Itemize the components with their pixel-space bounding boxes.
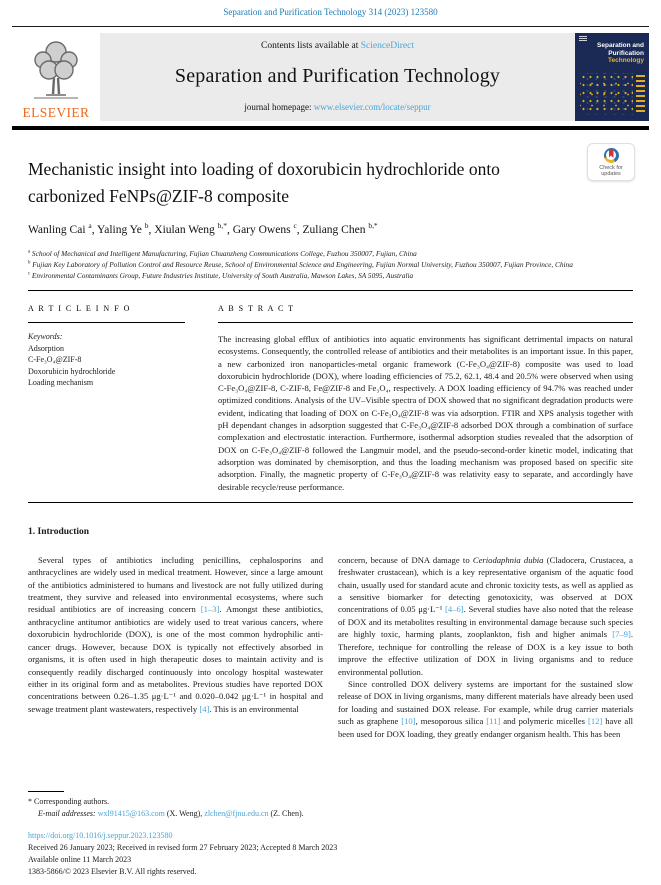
footnote-divider xyxy=(28,791,64,792)
cover-title-line: Separation and xyxy=(597,42,644,49)
homepage-url-link[interactable]: www.elsevier.com/locate/seppur xyxy=(313,102,431,112)
author-list: Wanling Cai $^a$, Yaling Ye $^b$, Xiulan Weng $^{b,*}$, Gary Owens $^c$, Zuliang Chen $^{b,*}$ xyxy=(28,221,378,236)
homepage-prefix: journal homepage: xyxy=(244,102,314,112)
doi-link[interactable]: https://doi.org/10.1016/j.seppur.2023.123580 xyxy=(28,831,173,840)
section-divider xyxy=(28,502,633,503)
available-online-line: Available online 11 March 2023 xyxy=(28,855,132,864)
abstract-text: The increasing global efflux of antibiotics into aquatic environments has significant detrimental impacts on natural ecosystems. Consequently, the controlled release of antibiotics and their metabolites is an important issue. In this paper, a new carbonized iron nanoparticles-metal organic framework (C-Fe₃O₄@ZIF-8) composite was used to load doxorubicin hydrochloride (DOX), where loading efficiencies of 75.2, 62.1, 48.4 and 20.5% were observed when using C-Fe₃O₄@ZIF-8, C-ZIF-8, Fe@ZIF-8 and Fe₃O₄, respectively. A DOX loading efficiency of 94.7% was reached under optimized conditions. Analysis of the UV–Visible spectra of DOX showed that no significant degradation products were evident, indicating that loading of DOX on C-Fe₃O₄@ZIF-8 was via adsorption. FTIR and XPS analysis together with pH dependant changes in adsorption suggested that C-Fe₃O₄@ZIF-8 adsorbed DOX through a combination of surface complexation and electrostatic interaction. Furthermore, isothermal adsorption studies revealed that the adsorption of DOX on C-Fe₃O₄@ZIF-8 followed the Langmuir model, and the pseudo-second-order kinetic model, indicating that adsorption was dominated by chemisorption, and thus the loading mechanism was proposed based on specific site adsorption. Finally, the magnetic property of C-Fe₃O₄@ZIF-8 was relativity easy to separate, and accordingly have desirable recycle/reuse performance. xyxy=(218,334,633,492)
abstract-column xyxy=(218,304,633,493)
journal-banner xyxy=(12,33,649,121)
sciencedirect-link[interactable]: ScienceDirect xyxy=(360,41,414,51)
intro-right-column xyxy=(338,554,633,740)
journal-title: Separation and Purification Technology xyxy=(174,65,501,87)
cover-barcode-marks xyxy=(579,36,587,42)
intro-paragraph: Several types of antibiotics including penicillins, cephalosporins and anthracyclines are widely used in medical treatment. However, since a large amount of the antibiotics administered to humans and livestock are not fully utilized during treatment, they survive and released into environmental ecosystems, where such residual antibiotics are of increasing concern [1–3]. Amongst these antibiotics, anthracycline antitumor antibiotics are widely used to treat various cancers, where doxorubicin hydrochloride (DOX), is one of the most common hydrophilic anti-cancer drugs. However, because DOX is typically not effectively absorbed in organisms, it is often used in high therapeutic doses to maintain activity and is consequently readily discharged continuously into oncology hospital wastewater either in its original form and as metabolites. Previous studies have reported DOX concentrations between 0.26–1.35 μg·L⁻¹ and 0.020–0.042 μg·L⁻¹ in hospital and sewage treatment plant wastewaters, respectively [4]. This is an environmental xyxy=(28,554,323,714)
page-footer xyxy=(28,791,633,878)
elsevier-wordmark: ELSEVIER xyxy=(22,105,90,120)
received-dates-line: Received 26 January 2023; Received in revised form 27 February 2023; Accepted 8 March 2023 xyxy=(28,843,338,852)
list-item: $^a$ School of Mechanical and Intelligent Manufacturing, Fujian Chuanzheng Communications College, Fuzhou 350007, Fujian, China xyxy=(28,249,417,258)
intro-paragraph: concern, because of DNA damage to Ceriodaphnia dubia (Cladocera, Crustacea, a freshwater crustacean), which is a key representative organism of the aquatic food chain, usually used for standard acute and chronic toxicity tests, as well as applied as a sensitive biomarker for detecting genotoxicity, was observed at DOX concentrations of 0.05 μg·L⁻¹ [4–6]. Several studies have also noted that the release of DOX and its metabolites resulting in environmental damage because such species are highly toxic, harming plants, zooplankton, fish and higher animals [7–9]. Therefore, technique for controlling the release of DOX is a key issue to both improve the effective utilization of DOX in living organisms and to reduce environmental pollution. xyxy=(338,554,634,677)
cover-art-dots xyxy=(580,73,633,115)
list-item: $^c$ Environmental Contaminants Group, Future Industries Institute, University of South Australia, Mawson Lakes, SA 5095, Australia xyxy=(28,271,414,280)
elsevier-tree-icon xyxy=(28,39,84,106)
email-addresses-line: E-mail addresses: wxl91415@163.com (X. Weng), zlchen@fjnu.edu.cn (Z. Chen). xyxy=(38,809,304,818)
cover-title-line: Purification xyxy=(608,49,644,57)
cover-art-dashes xyxy=(636,75,645,113)
banner-bottom-divider xyxy=(12,126,649,130)
check-updates-label: Check for updates xyxy=(599,164,623,177)
intro-paragraph: Since controlled DOX delivery systems are important for the sustained slow release of DOX in living organisms, many different materials have already been used for loading and sustained DOX release. For example, while drug carrier materials such as graphene [10], mesoporous silica [11] and polymeric micelles [12] have all been used for DOX loading, they greatly endanger organism health. This has been xyxy=(338,678,633,739)
list-item: Adsorption xyxy=(28,343,64,353)
article-title: Mechanistic insight into loading of doxorubicin hydrochloride onto carbonized FeNPs@ZIF-8 composite xyxy=(28,159,500,206)
abstract-header: A B S T R A C T xyxy=(218,304,633,323)
banner-center xyxy=(100,33,575,121)
homepage-line xyxy=(100,102,575,112)
list-item: Doxorubicin hydrochloride xyxy=(28,366,116,376)
contents-prefix: Contents lists available at xyxy=(260,41,361,51)
keywords-list xyxy=(28,343,185,389)
section-divider xyxy=(28,290,633,291)
cover-title xyxy=(597,42,644,65)
check-for-updates-button[interactable] xyxy=(587,143,635,181)
cover-title-line: Technology xyxy=(608,57,644,64)
list-item: C-Fe₃O₄@ZIF-8 xyxy=(28,355,82,364)
contents-lists-line xyxy=(100,41,575,51)
intro-left-column xyxy=(28,554,323,740)
article-info-header: A R T I C L E I N F O xyxy=(28,304,185,323)
list-item: $^b$ Fujian Key Laboratory of Pollution Control and Resource Reuse, School of Environmental Science and Engineering, Fujian Normal University, Fuzhou 350007, Fujian Province, China xyxy=(28,260,573,269)
article-info-column xyxy=(28,304,185,493)
corresponding-authors-note: * Corresponding authors. xyxy=(28,797,110,806)
top-divider xyxy=(12,26,649,27)
keywords-label: Keywords: xyxy=(28,332,63,341)
list-item: Loading mechanism xyxy=(28,378,94,387)
keywords-block xyxy=(28,331,185,389)
journal-citation-link[interactable]: Separation and Purification Technology 314 (2023) 123580 xyxy=(223,7,438,17)
introduction-heading: 1. Introduction xyxy=(28,526,90,537)
elsevier-logo[interactable] xyxy=(12,33,100,121)
crossmark-icon xyxy=(604,148,619,163)
journal-cover-thumbnail[interactable] xyxy=(575,33,649,121)
affiliations xyxy=(28,248,633,281)
copyright-line: 1383-5866/© 2023 Elsevier B.V. All rights reserved. xyxy=(28,867,197,876)
